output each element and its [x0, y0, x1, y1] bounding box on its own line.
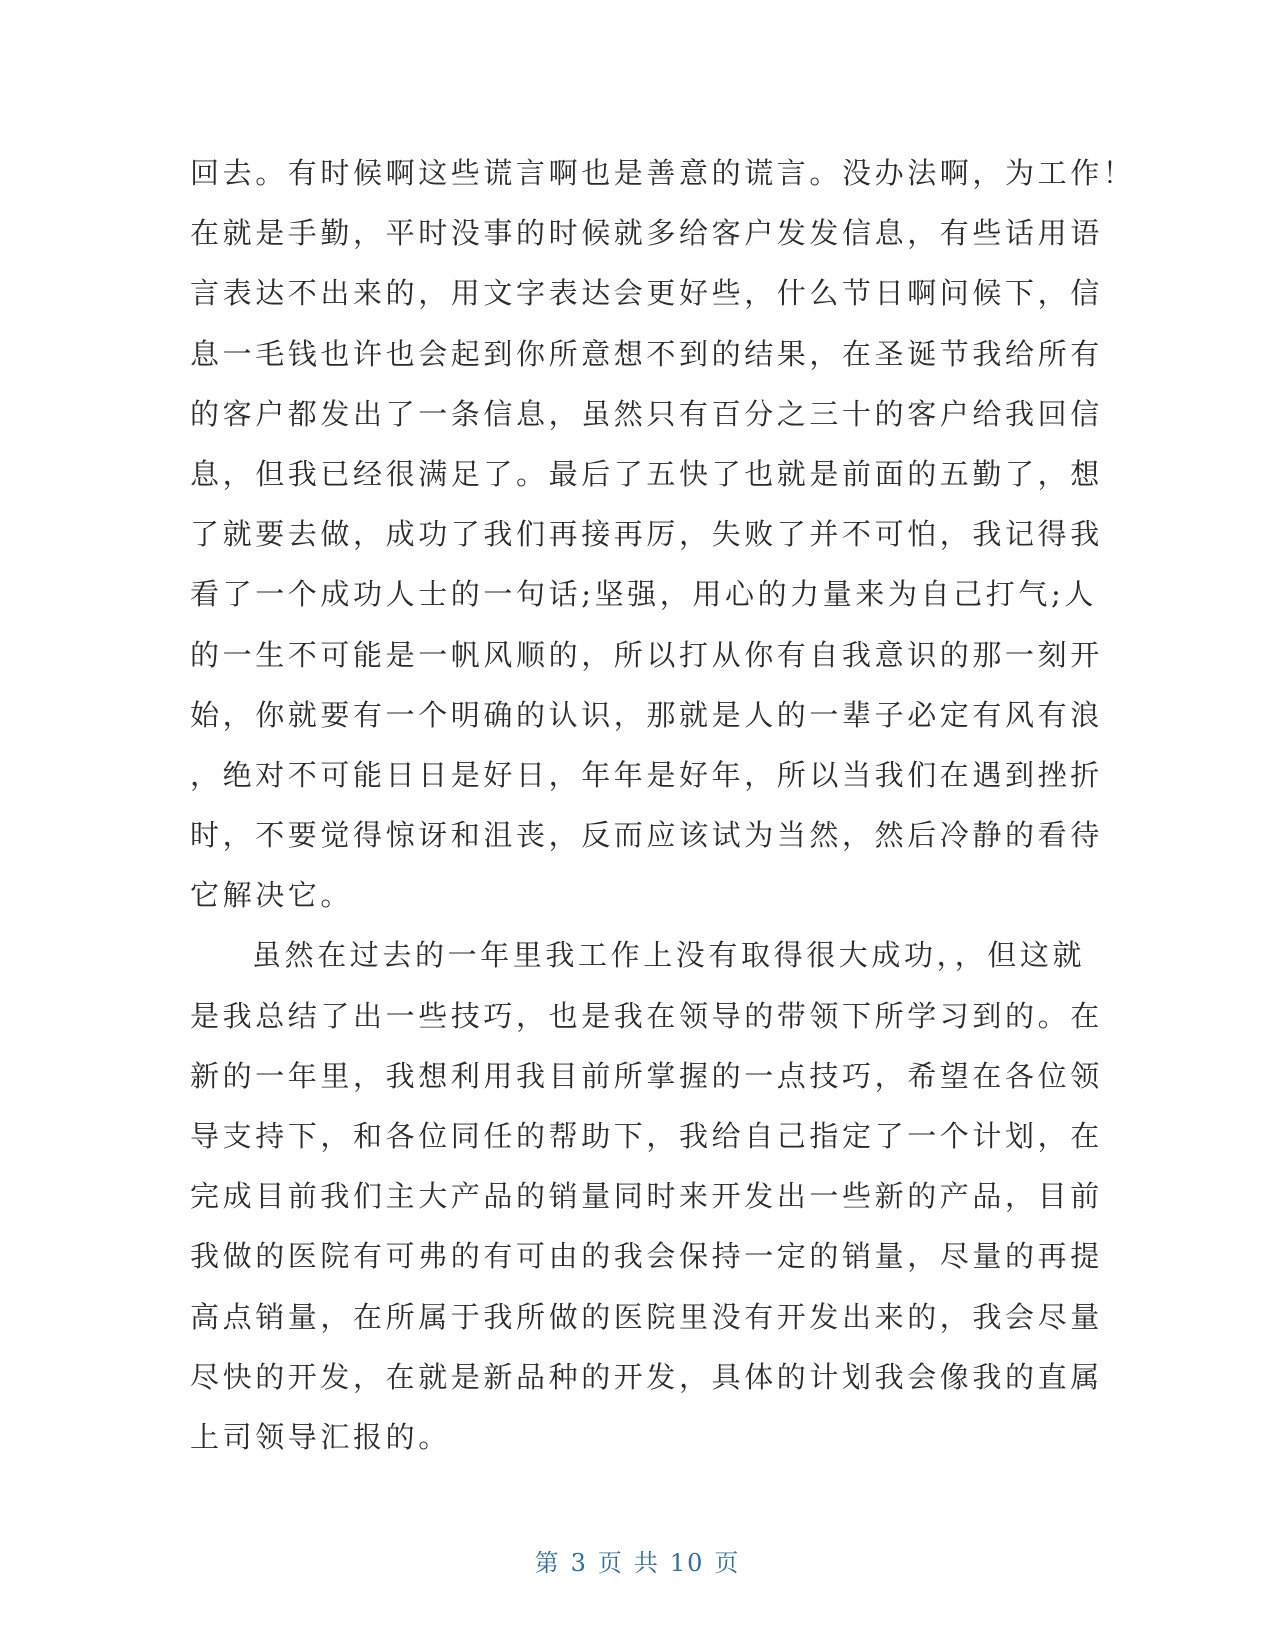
text-line: 时，不要觉得惊讶和沮丧，反而应该试为当然，然后冷静的看待 — [190, 818, 1103, 853]
footer-label-ye: 页 — [714, 1549, 741, 1577]
text-line: 的一生不可能是一帆风顺的，所以打从你有自我意识的那一刻开 — [190, 637, 1103, 672]
text-line: 是我总结了出一些技巧，也是我在领导的带领下所学习到的。在 — [190, 998, 1103, 1033]
text-line: 的客户都发出了一条信息，虽然只有百分之三十的客户给我回信 — [190, 396, 1103, 431]
document-body — [190, 143, 1136, 1467]
footer-label-gong: 共 — [633, 1549, 660, 1577]
footer-total-pages: 10 — [669, 1549, 705, 1577]
footer-label-di: 第 — [534, 1549, 561, 1577]
page-footer — [0, 1543, 1275, 1578]
text-line: 始，你就要有一个明确的认识，那就是人的一辈子必定有风有浪 — [190, 697, 1103, 732]
text-line: 完成目前我们主大产品的销量同时来开发出一些新的产品，目前 — [190, 1179, 1103, 1214]
text-line: 上司领导汇报的。 — [190, 1419, 451, 1454]
text-line: 我做的医院有可弗的有可由的我会保持一定的销量，尽量的再提 — [190, 1239, 1103, 1274]
text-line: 它解决它。 — [190, 878, 354, 913]
text-line: 息一毛钱也许也会起到你所意想不到的结果，在圣诞节我给所有 — [190, 336, 1103, 371]
text-line: 虽然在过去的一年里我工作上没有取得很大成功，，但这就 — [252, 938, 1086, 973]
footer-label-ye: 页 — [597, 1549, 624, 1577]
text-line: 新的一年里，我想利用我目前所掌握的一点技巧，希望在各位领 — [190, 1058, 1103, 1093]
paragraph-1 — [190, 143, 1136, 925]
text-line: 言表达不出来的，用文字表达会更好些，什么节日啊问候下，信 — [190, 276, 1103, 311]
text-line: 导支持下，和各位同任的帮助下，我给自己指定了一个计划，在 — [190, 1119, 1103, 1153]
text-line: 尽快的开发，在就是新品种的开发，具体的计划我会像我的直属 — [190, 1359, 1103, 1394]
text-line: 在就是手勤，平时没事的时候就多给客户发发信息，有些话用语 — [190, 216, 1103, 251]
text-line: 高点销量，在所属于我所做的医院里没有开发出来的，我会尽量 — [190, 1299, 1103, 1334]
paragraph-2 — [190, 925, 1103, 1467]
text-line: 了就要去做，成功了我们再接再厉，失败了并不可怕，我记得我 — [190, 517, 1103, 552]
text-line: 看了一个成功人士的一句话;坚强，用心的力量来为自己打气;人 — [190, 577, 1097, 612]
footer-current-page: 3 — [570, 1549, 588, 1577]
text-line: ，绝对不可能日日是好日，年年是好年，所以当我们在遇到挫折 — [190, 757, 1103, 792]
text-line: 回去。有时候啊这些谎言啊也是善意的谎言。没办法啊，为工作！ — [190, 156, 1136, 190]
text-line: 息，但我已经很满足了。最后了五快了也就是前面的五勤了，想 — [190, 456, 1103, 491]
